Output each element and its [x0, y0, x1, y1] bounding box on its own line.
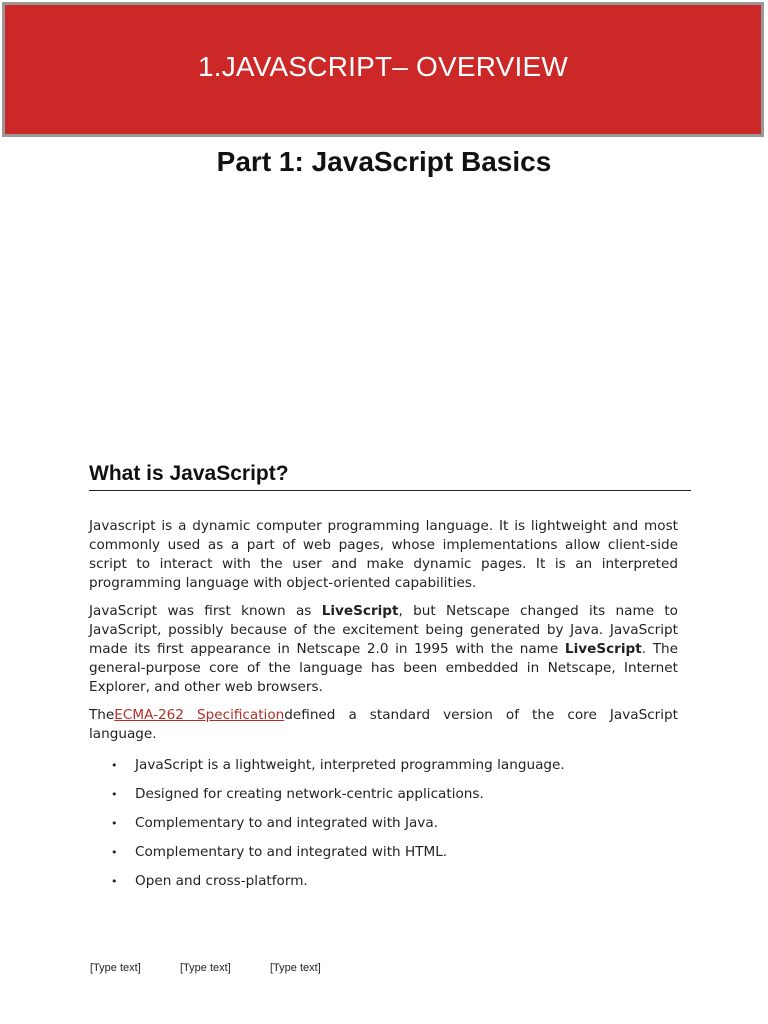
list-item-text: Open and cross-platform.: [135, 873, 308, 889]
paragraph-history: [89, 602, 678, 697]
paragraph-ecma: [89, 706, 678, 744]
section-what-is-javascript: [89, 462, 691, 901]
list-item-text: Designed for creating network-centric applications.: [135, 786, 484, 802]
paragraph-intro: Javascript is a dynamic computer programming language. It is lightweight and most commonly used as a part of web pages, whose implementations allow client-side script to interact with the user and make dynamic pages. It is an interpreted programming language with object-oriented capabilities.: [89, 518, 678, 591]
chapter-banner: [2, 2, 764, 137]
part-title: Part 1: JavaScript Basics: [216, 146, 552, 177]
footer-placeholder: [Type text]: [180, 962, 231, 974]
list-item-text: JavaScript is a lightweight, interpreted programming language.: [135, 757, 565, 773]
list-item: [89, 814, 678, 833]
bullet-icon: •: [111, 788, 118, 801]
list-item: [89, 872, 678, 891]
section-heading: What is JavaScript?: [89, 462, 691, 491]
list-item: [89, 843, 678, 862]
text-run: defined a standard version of the core JavaScript language.: [89, 707, 678, 742]
footer-placeholder: [Type text]: [270, 962, 321, 974]
text-run: The: [89, 707, 115, 723]
feature-list: [89, 756, 678, 891]
section-body: [89, 517, 678, 891]
text-run: JavaScript was first known as: [89, 603, 322, 619]
bold-livescript: LiveScript: [321, 603, 399, 619]
text-run: , but Netscape changed its name to JavaScript, possibly because of the excitement being generated by Java. JavaScript made its first appearance in Netscape 2.0 in 1995 with the name: [89, 603, 679, 657]
bullet-icon: •: [111, 759, 118, 772]
list-item-text: Complementary to and integrated with HTML.: [135, 844, 448, 860]
bold-livescript: LiveScript: [564, 641, 642, 657]
list-item: [89, 756, 678, 775]
bullet-icon: •: [111, 875, 118, 888]
text-run: . The general-purpose core of the language has been embedded in Netscape, Internet Explorer, and other web browsers.: [89, 641, 678, 695]
chapter-banner-fill: [5, 5, 761, 134]
list-item-text: Complementary to and integrated with Java.: [135, 815, 438, 831]
footer-placeholder: [Type text]: [90, 962, 141, 974]
ecma-spec-link[interactable]: ECMA-262 Specification: [114, 707, 285, 723]
chapter-title: 1.JAVASCRIPT– OVERVIEW: [197, 50, 569, 82]
page-footer: [90, 962, 360, 974]
bullet-icon: •: [111, 846, 118, 859]
bullet-icon: •: [111, 817, 118, 830]
list-item: [89, 785, 678, 804]
